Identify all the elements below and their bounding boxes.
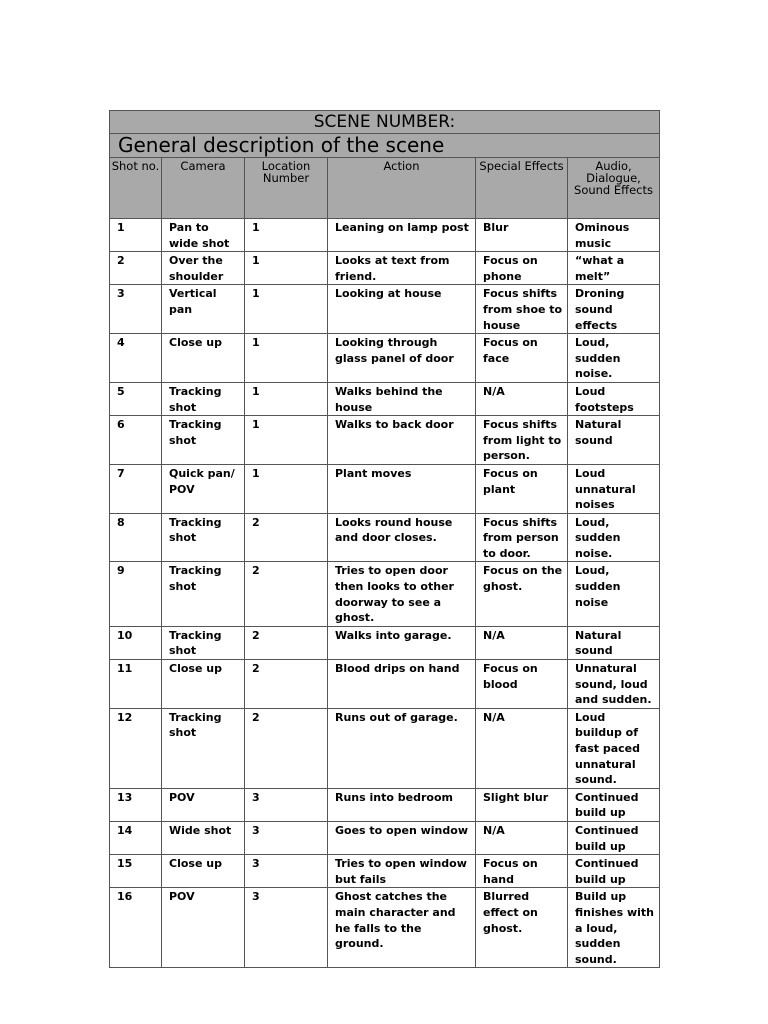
location-cell: 1 <box>245 416 328 465</box>
camera-cell: Tracking shot <box>162 513 245 562</box>
action-cell: Looks round house and door closes. <box>328 513 476 562</box>
shot-rows <box>110 219 660 968</box>
location-cell: 2 <box>245 660 328 709</box>
camera-cell: Quick pan/ POV <box>162 464 245 513</box>
header-special-effects: Special Effects <box>476 158 568 219</box>
shot-no-cell: 12 <box>110 708 162 788</box>
header-location-number: Location Number <box>245 158 328 219</box>
camera-cell: Vertical pan <box>162 285 245 334</box>
action-cell: Ghost catches the main character and he falls to the ground. <box>328 888 476 968</box>
location-cell: 1 <box>245 334 328 383</box>
special-effects-cell: Focus shifts from light to person. <box>476 416 568 465</box>
camera-cell: Close up <box>162 660 245 709</box>
camera-cell: Close up <box>162 855 245 888</box>
audio-cell: Natural sound <box>568 416 660 465</box>
table-row <box>110 855 660 888</box>
table-row <box>110 382 660 415</box>
header-audio: Audio, Dialogue, Sound Effects <box>568 158 660 219</box>
table-row <box>110 219 660 252</box>
shot-no-cell: 11 <box>110 660 162 709</box>
shot-list-table <box>109 110 660 968</box>
audio-cell: Loud, sudden noise. <box>568 513 660 562</box>
camera-cell: Over the shoulder <box>162 252 245 285</box>
camera-cell: Wide shot <box>162 821 245 854</box>
location-cell: 2 <box>245 513 328 562</box>
location-cell: 2 <box>245 626 328 659</box>
special-effects-cell: Focus on hand <box>476 855 568 888</box>
shot-no-cell: 4 <box>110 334 162 383</box>
table-row <box>110 821 660 854</box>
shot-no-cell: 7 <box>110 464 162 513</box>
special-effects-cell: Blur <box>476 219 568 252</box>
action-cell: Goes to open window <box>328 821 476 854</box>
table-row <box>110 660 660 709</box>
shot-no-cell: 5 <box>110 382 162 415</box>
audio-cell: “what a melt” <box>568 252 660 285</box>
location-cell: 3 <box>245 888 328 968</box>
special-effects-cell: N/A <box>476 821 568 854</box>
general-description: General description of the scene <box>110 134 660 158</box>
camera-cell: POV <box>162 788 245 821</box>
table-row <box>110 513 660 562</box>
shot-no-cell: 6 <box>110 416 162 465</box>
table-row <box>110 708 660 788</box>
table-row <box>110 252 660 285</box>
audio-cell: Loud, sudden noise. <box>568 334 660 383</box>
audio-cell: Continued build up <box>568 821 660 854</box>
header-camera: Camera <box>162 158 245 219</box>
special-effects-cell: Slight blur <box>476 788 568 821</box>
camera-cell: POV <box>162 888 245 968</box>
shot-no-cell: 13 <box>110 788 162 821</box>
special-effects-cell: N/A <box>476 708 568 788</box>
action-cell: Tries to open window but fails <box>328 855 476 888</box>
shot-no-cell: 1 <box>110 219 162 252</box>
audio-cell: Loud buildup of fast paced unnatural sound. <box>568 708 660 788</box>
location-cell: 3 <box>245 855 328 888</box>
table-row <box>110 888 660 968</box>
camera-cell: Tracking shot <box>162 382 245 415</box>
shot-no-cell: 16 <box>110 888 162 968</box>
shot-no-cell: 2 <box>110 252 162 285</box>
camera-cell: Tracking shot <box>162 562 245 626</box>
special-effects-cell: N/A <box>476 626 568 659</box>
action-cell: Plant moves <box>328 464 476 513</box>
audio-cell: Build up finishes with a loud, sudden sound. <box>568 888 660 968</box>
shot-no-cell: 14 <box>110 821 162 854</box>
table-row <box>110 334 660 383</box>
location-cell: 1 <box>245 285 328 334</box>
camera-cell: Pan to wide shot <box>162 219 245 252</box>
header-shot-no: Shot no. <box>110 158 162 219</box>
action-cell: Looking through glass panel of door <box>328 334 476 383</box>
shot-no-cell: 15 <box>110 855 162 888</box>
location-cell: 1 <box>245 464 328 513</box>
location-cell: 2 <box>245 708 328 788</box>
audio-cell: Droning sound effects <box>568 285 660 334</box>
action-cell: Runs out of garage. <box>328 708 476 788</box>
shot-no-cell: 10 <box>110 626 162 659</box>
audio-cell: Loud footsteps <box>568 382 660 415</box>
action-cell: Looking at house <box>328 285 476 334</box>
special-effects-cell: Focus on plant <box>476 464 568 513</box>
special-effects-cell: N/A <box>476 382 568 415</box>
table-row <box>110 788 660 821</box>
table-row <box>110 626 660 659</box>
action-cell: Walks to back door <box>328 416 476 465</box>
table-row <box>110 285 660 334</box>
special-effects-cell: Focus shifts from shoe to house <box>476 285 568 334</box>
special-effects-cell: Focus on face <box>476 334 568 383</box>
table-row <box>110 562 660 626</box>
location-cell: 2 <box>245 562 328 626</box>
action-cell: Walks behind the house <box>328 382 476 415</box>
special-effects-cell: Focus on phone <box>476 252 568 285</box>
location-cell: 1 <box>245 219 328 252</box>
location-cell: 3 <box>245 821 328 854</box>
action-cell: Tries to open door then looks to other doorway to see a ghost. <box>328 562 476 626</box>
special-effects-cell: Blurred effect on ghost. <box>476 888 568 968</box>
audio-cell: Ominous music <box>568 219 660 252</box>
action-cell: Walks into garage. <box>328 626 476 659</box>
table-row <box>110 464 660 513</box>
camera-cell: Close up <box>162 334 245 383</box>
audio-cell: Continued build up <box>568 788 660 821</box>
action-cell: Runs into bedroom <box>328 788 476 821</box>
audio-cell: Unnatural sound, loud and sudden. <box>568 660 660 709</box>
header-action: Action <box>328 158 476 219</box>
action-cell: Leaning on lamp post <box>328 219 476 252</box>
special-effects-cell: Focus shifts from person to door. <box>476 513 568 562</box>
audio-cell: Loud, sudden noise <box>568 562 660 626</box>
special-effects-cell: Focus on blood <box>476 660 568 709</box>
action-cell: Looks at text from friend. <box>328 252 476 285</box>
camera-cell: Tracking shot <box>162 708 245 788</box>
special-effects-cell: Focus on the ghost. <box>476 562 568 626</box>
audio-cell: Loud unnatural noises <box>568 464 660 513</box>
audio-cell: Natural sound <box>568 626 660 659</box>
scene-number-title: SCENE NUMBER: <box>110 111 660 134</box>
table-row <box>110 416 660 465</box>
shot-no-cell: 9 <box>110 562 162 626</box>
location-cell: 3 <box>245 788 328 821</box>
camera-cell: Tracking shot <box>162 626 245 659</box>
action-cell: Blood drips on hand <box>328 660 476 709</box>
shot-no-cell: 3 <box>110 285 162 334</box>
audio-cell: Continued build up <box>568 855 660 888</box>
location-cell: 1 <box>245 252 328 285</box>
camera-cell: Tracking shot <box>162 416 245 465</box>
location-cell: 1 <box>245 382 328 415</box>
shot-no-cell: 8 <box>110 513 162 562</box>
